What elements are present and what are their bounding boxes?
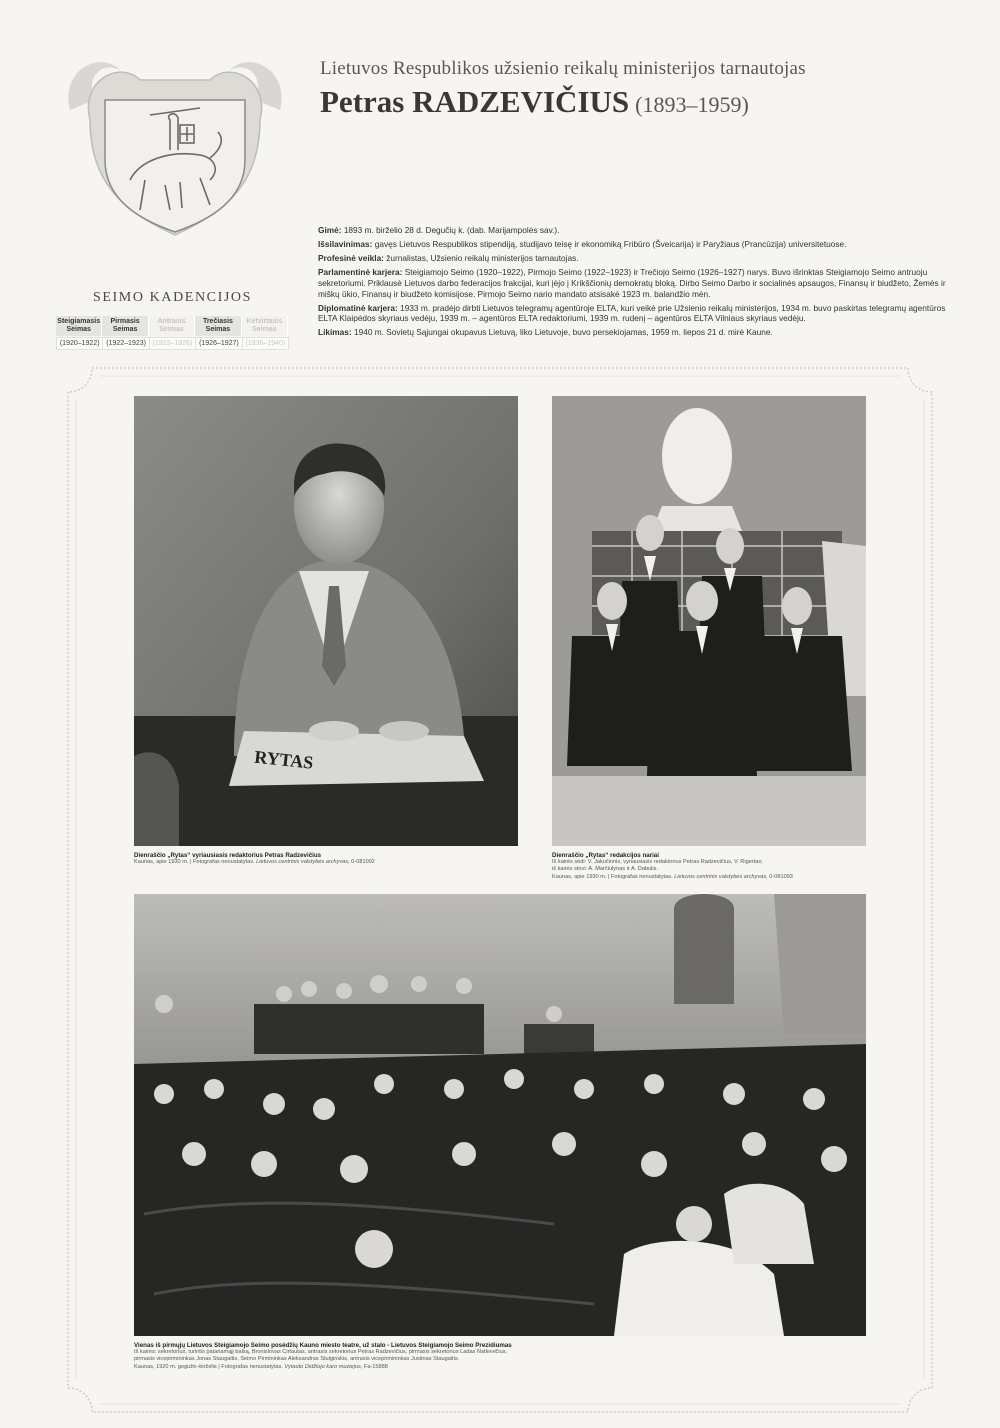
archive-ref: 0-081092 bbox=[351, 859, 375, 866]
caption-title: Dienraščio „Rytas“ redakcijos nariai bbox=[552, 852, 659, 859]
photo-editorial-staff bbox=[552, 396, 866, 846]
terms-table bbox=[56, 316, 288, 350]
caption-title: Dienraščio „Rytas“ vyriausiasis redaktorius Petras Radzevičius bbox=[134, 852, 322, 859]
credit-text: Kaunas, 1920 m. gegužė–birželis | Fotografas nenustatytas. bbox=[134, 1363, 283, 1370]
archive-name: Lietuvos centrinis valstybės archyvas, bbox=[256, 859, 350, 866]
photo-caption bbox=[552, 852, 872, 881]
archive-ref: 0-081093 bbox=[769, 873, 793, 880]
bio-text: žurnalistas, Užsienio reikalų ministerijos tarnautojas. bbox=[383, 252, 579, 263]
archive-ref: Fa-15888 bbox=[363, 1363, 388, 1370]
bio-label: Gimė: bbox=[318, 225, 342, 235]
term-label-line1: Ketvirtasis bbox=[246, 318, 283, 325]
credit-text: Kaunas, apie 1930 m. | Fotografas nenustatytas. bbox=[134, 859, 255, 866]
credit-text: Kaunas, apie 1930 m. | Fotografas nenustatytas. bbox=[552, 873, 673, 880]
newspaper-title: RYTAS bbox=[253, 746, 315, 773]
term-years: (1926–1927) bbox=[195, 337, 242, 350]
bio-label: Išsilavinimas: bbox=[318, 238, 373, 249]
term-label-line2: Seimas bbox=[159, 326, 184, 333]
photo-caption bbox=[134, 1342, 874, 1371]
caption-line: Iš kairės sėdi: V. Jakučionis, vyriausiasis redaktorius Petras Radzevičius, V. Rigertas; bbox=[552, 859, 763, 866]
bio-label: Profesinė veikla: bbox=[318, 252, 384, 263]
page-title bbox=[320, 84, 980, 120]
term-label-line2: Seimas bbox=[66, 326, 91, 333]
bio-paragraph bbox=[318, 303, 958, 325]
terms-heading: SEIMO KADENCIJOS bbox=[93, 290, 252, 305]
caption-line: iš kairės stovi: A. Marčiulynas ir A. Dabulis. bbox=[552, 866, 659, 873]
bio-label: Diplomatinė karjera: bbox=[318, 302, 398, 313]
archive-name: Lietuvos centrinis valstybės archyvas, bbox=[674, 873, 768, 880]
term-label-line2: Seimas bbox=[112, 326, 138, 333]
term-label-line1: Trečiasis bbox=[202, 318, 233, 325]
term-years: (1920–1922) bbox=[56, 337, 103, 350]
biography bbox=[318, 225, 958, 341]
caption-title: Vienas iš pirmųjų Lietuvos Steigiamojo Seimo posėdžių Kauno miesto teatre, už stalo - Lietuvos Steigiamojo Seimo Prezidiumas bbox=[134, 1342, 512, 1349]
term-years: (1922–1923) bbox=[102, 337, 149, 350]
term-years: (1936–1940) bbox=[242, 337, 289, 350]
term-label-line1: Antrasis bbox=[157, 318, 186, 325]
photo-seimas-session bbox=[134, 894, 866, 1336]
term-years: (1923–1926) bbox=[149, 337, 196, 350]
photo-caption bbox=[134, 852, 524, 866]
caption-credit bbox=[134, 859, 524, 866]
term-label-line2: Seimas bbox=[205, 326, 231, 333]
bio-text: 1940 m. Sovietų Sąjungai okupavus Lietuvą, liko Lietuvoje, buvo persekiojamas, 1959 m. liepos 21 d. mirė Kaune. bbox=[351, 327, 773, 338]
caption-credit bbox=[552, 874, 872, 881]
term-label-line1: Steigiamasis bbox=[57, 318, 101, 325]
bio-text: gavęs Lietuvos Respublikos stipendiją, studijavo teisę ir ekonomiką Fribūro (Šveicarija) ir Paryžiaus (Prancūzija) universitetuose. bbox=[372, 238, 847, 249]
caption-line: Iš kairės: sekretorius, turintis patariamąjį balsą, Bronislovas Cirtautas, antrasis sekretorius Petras Radzevičius, pirmasis sekretorius Ladas Natkevičius, bbox=[134, 1349, 508, 1356]
bio-paragraph bbox=[318, 253, 958, 264]
bio-paragraph bbox=[318, 327, 958, 338]
bio-paragraph bbox=[318, 225, 958, 236]
bio-paragraph bbox=[318, 239, 958, 250]
term-label bbox=[56, 316, 102, 336]
term-label-line2: Seimas bbox=[252, 326, 277, 333]
archive-name: Vytauto Didžiojo karo muziejus, bbox=[284, 1363, 363, 1370]
coat-of-arms-vytis bbox=[60, 40, 290, 240]
photo-portrait-radzevicius bbox=[134, 396, 518, 846]
person-name: Petras RADZEVIČIUS bbox=[320, 84, 630, 119]
caption-credit bbox=[134, 1364, 874, 1371]
bio-paragraph bbox=[318, 267, 958, 299]
bio-label: Likimas: bbox=[318, 327, 352, 338]
bio-text: Steigiamojo Seimo (1920–1922), Pirmojo Seimo (1922–1923) ir Trečiojo Seimo (1926–1927) narys. Buvo išrinktas Steigiamojo Seimo antruoju sekretoriumi. Priklausė Lietuvos darbo federacijos frakcijai, kuri įėjo į Krikščionių demokratų bloką. Dirbo Seimo Darbo ir socialinės apsaugos, Finansų ir biudžeto, Žemės ir miškų ūkio, Finansų ir biudžeto komisijose. Pirmojo Seimo nario mandato atsisakė 1923 m. balandžio mėn. bbox=[318, 266, 946, 299]
term-label-line1: Pirmasis bbox=[110, 318, 140, 325]
term-label bbox=[195, 316, 241, 336]
bio-text: 1933 m. pradėjo dirbti Lietuvos telegramų agentūroje ELTA, kuri veikė prie Užsienio reikalų ministerijos, 1934 m. buvo paskirtas telegramų agentūros ELTA Klaipėdos skyriaus vedėju, 1939 m. – agentūros ELTA redaktoriumi, 1939 m. rudenį – agentūros ELTA Vilniaus skyriaus vedėju. bbox=[318, 302, 946, 324]
term-label bbox=[242, 316, 288, 336]
bio-label: Parlamentinė karjera: bbox=[318, 266, 403, 277]
term-label bbox=[149, 316, 195, 336]
subtitle: Lietuvos Respublikos užsienio reikalų ministerijos tarnautojas bbox=[320, 58, 806, 79]
caption-line: pirmasis vicepirmininkas Jonas Staugaitis, Seimo Pirmininkas Aleksandras Stulginskis, antrasis vicepirmininkas Justinas Staugaitis. bbox=[134, 1356, 460, 1363]
term-label bbox=[102, 316, 148, 336]
life-years: (1893–1959) bbox=[635, 92, 749, 117]
bio-text: 1893 m. birželio 28 d. Degučių k. (dab. Marijampolės sav.). bbox=[341, 225, 560, 235]
